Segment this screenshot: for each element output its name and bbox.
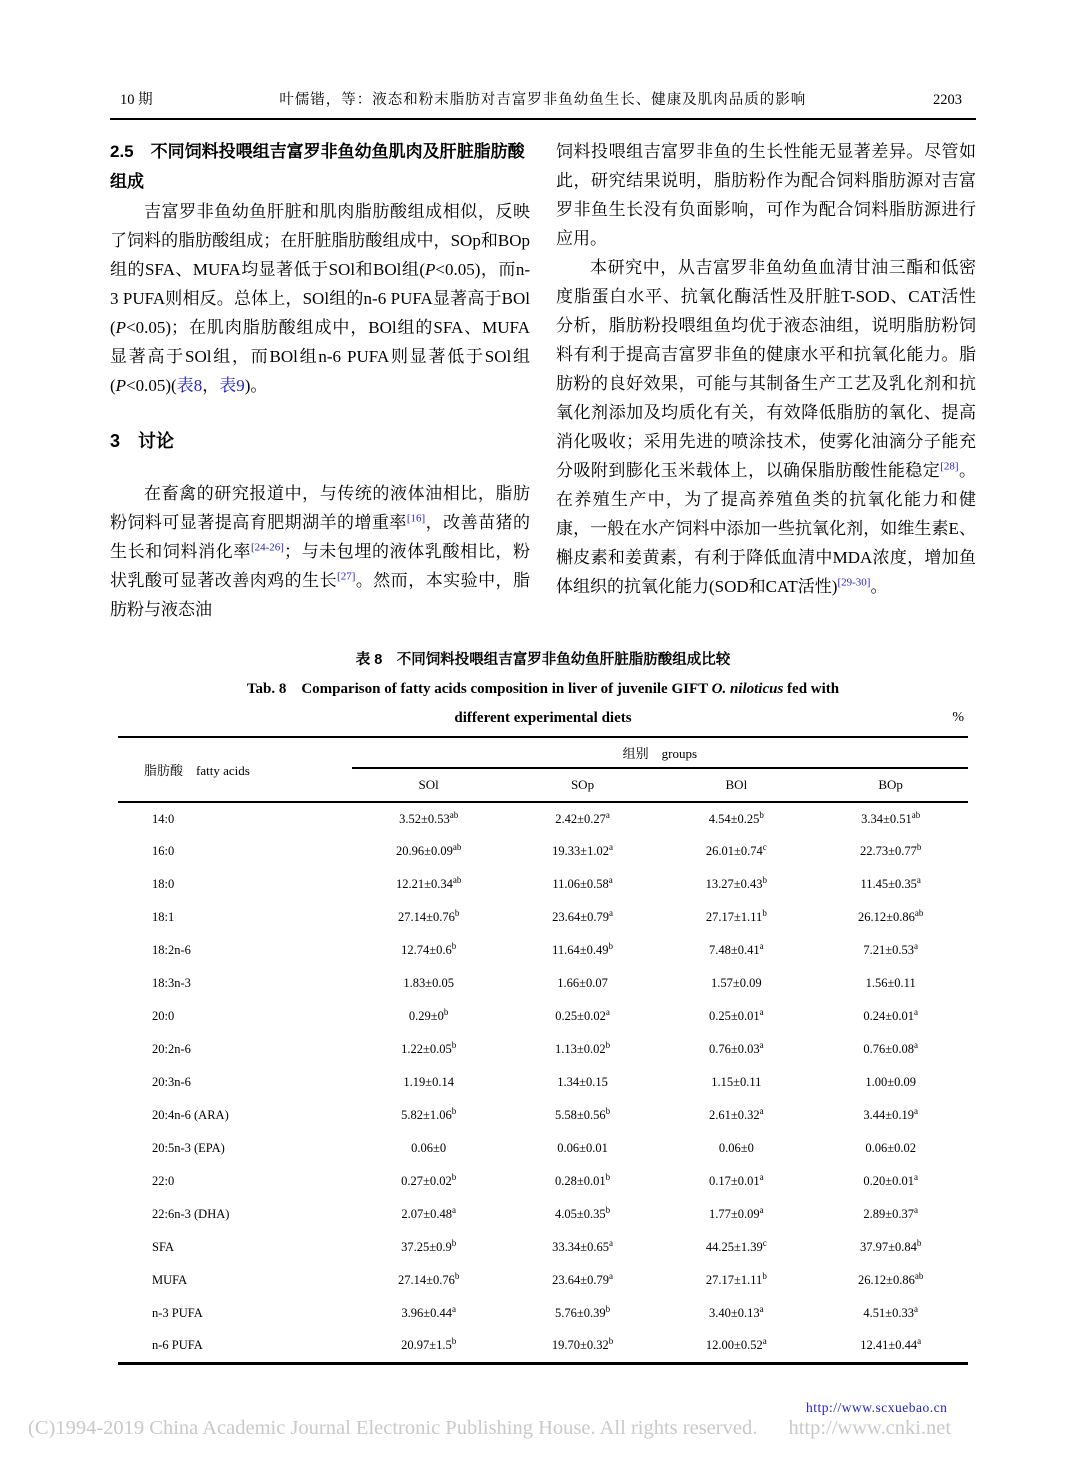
reference-citation-link[interactable]: [29-30] [837, 576, 871, 589]
significance-superscript: a [759, 1303, 764, 1314]
value-cell: 3.40±0.13$^a$ [709, 1303, 764, 1320]
text-segment: fed with [783, 681, 840, 697]
value-cell: 1.57±0.09 [711, 976, 762, 990]
value-cell: 27.14±0.76$^b$ [397, 1270, 460, 1287]
table-row [118, 1297, 968, 1330]
significance-superscript: a [608, 907, 613, 918]
significance-superscript: b [759, 809, 764, 820]
fatty-acid-label: 20:2n-6 [152, 1042, 191, 1056]
significance-superscript: a [608, 874, 613, 885]
column-header-sop: SOp [506, 768, 660, 802]
value-cell: 3.96±0.44$^a$ [401, 1303, 456, 1320]
journal-url-link[interactable]: http://www.scxuebao.cn [806, 1400, 948, 1415]
value-cell: 1.83±0.05 [403, 976, 454, 990]
two-column-body [110, 137, 976, 624]
value-cell: 11.06±0.58$^a$ [552, 874, 613, 891]
reference-citation-link[interactable]: [27] [337, 570, 356, 583]
value-cell: 7.21±0.53$^a$ [863, 940, 918, 957]
significance-superscript: a [762, 1336, 767, 1347]
value-cell: 20.97±1.5$^b$ [401, 1336, 457, 1353]
table-row [118, 967, 968, 1000]
significance-superscript: ab [914, 1270, 924, 1281]
value-cell: 0.17±0.01$^a$ [709, 1171, 764, 1188]
text-segment: 吉富罗非鱼幼鱼肝脏和肌肉脂肪酸组成相似，反映了饲料的脂肪酸组成；在肝脏脂肪酸组成中，SOp和BOp组的SFA、MUFA均显著低于SOl和BOl组( [110, 202, 530, 279]
significance-superscript: a [913, 1039, 918, 1050]
text-segment: 。 [870, 577, 888, 596]
italic-text: P [115, 376, 127, 395]
significance-superscript: b [605, 1171, 611, 1182]
value-cell: 4.54±0.25$^b$ [708, 809, 764, 826]
value-cell: 20.96±0.09$^{ab}$ [395, 841, 462, 858]
table-row [118, 1000, 968, 1033]
fatty-acid-label: n-6 PUFA [152, 1338, 203, 1353]
copyright-text: (C)1994-2019 China Academic Journal Electronic Publishing House. All rights reserved. [28, 1417, 758, 1439]
left-column [110, 137, 530, 624]
table-row [118, 901, 968, 934]
value-cell: 4.51±0.33$^a$ [863, 1303, 918, 1320]
table-row [118, 934, 968, 967]
table-row [118, 1132, 968, 1165]
significance-superscript: a [913, 1171, 918, 1182]
significance-superscript: a [913, 1204, 918, 1215]
text-segment: Tab. 8 Comparison of fatty acids composition in liver of juvenile GIFT [246, 681, 712, 697]
significance-superscript: a [916, 874, 921, 885]
significance-superscript: c [762, 841, 767, 852]
significance-superscript: a [451, 1204, 456, 1215]
significance-superscript: a [759, 940, 764, 951]
value-cell: $0.29\pm 0^b$ [408, 1006, 449, 1023]
table-header [118, 737, 968, 802]
significance-superscript: a [759, 1171, 764, 1182]
significance-superscript: b [916, 1237, 922, 1248]
value-cell: 5.58±0.56$^b$ [554, 1105, 611, 1122]
issue-number: 10 期 [120, 92, 153, 108]
value-cell: 0.06±0 [718, 1141, 754, 1155]
value-cell: 0.25±0.01$^a$ [709, 1006, 764, 1023]
significance-superscript: b [605, 1303, 611, 1314]
significance-superscript: b [608, 1336, 614, 1347]
table-caption-english-line1 [110, 679, 976, 699]
text-segment: ， [202, 376, 220, 395]
running-head [110, 88, 976, 120]
significance-superscript: b [608, 940, 613, 951]
significance-superscript: a [759, 1204, 764, 1215]
reference-citation-link[interactable]: [16] [406, 512, 426, 525]
significance-superscript: a [913, 1006, 918, 1017]
value-cell: 2.42±0.27$^a$ [555, 809, 610, 826]
significance-superscript: a [605, 1006, 610, 1017]
fatty-acid-label: 14:0 [152, 811, 175, 826]
value-cell: 26.12±0.86$^{ab}$ [857, 907, 924, 924]
text-segment: ；与未包埋的液体乳酸相比，粉状乳酸可显著改善肉鸡的生长 [110, 542, 531, 590]
value-cell: 0.20±0.01$^a$ [863, 1171, 918, 1188]
significance-superscript: b [451, 1171, 457, 1182]
fatty-acid-label: 18:3n-3 [152, 976, 191, 990]
table-row [118, 1198, 968, 1231]
fatty-acid-label: 16:0 [152, 844, 175, 858]
value-cell: 3.52±0.53$^{ab}$ [399, 809, 459, 826]
italic-text: O. niloticus [711, 681, 784, 697]
value-cell: 3.34±0.51$^{ab}$ [861, 809, 921, 826]
fatty-acid-label: 20:3n-6 [152, 1075, 191, 1089]
value-cell: 37.25±0.9$^b$ [401, 1237, 457, 1254]
value-cell: 2.07±0.48$^a$ [401, 1204, 456, 1221]
significance-superscript: a [608, 1270, 613, 1281]
significance-superscript: b [762, 1270, 767, 1281]
value-cell: 1.22±0.05$^b$ [401, 1039, 457, 1056]
cnki-url[interactable]: http://www.cnki.net [788, 1417, 952, 1439]
table-row [118, 1066, 968, 1099]
text-segment: 。在养殖生产中，为了提高养殖鱼类的抗氧化能力和健康，一般在水产饲料中添加一些抗氧化剂，如维生素E、槲皮素和姜黄素，有利于降低血清中MDA浓度，增加鱼体组织的抗氧化能力(SOD和CAT活性) [556, 461, 977, 596]
significance-superscript: ab [911, 809, 921, 820]
value-cell: 0.28±0.01$^b$ [554, 1171, 611, 1188]
right-column [556, 137, 976, 624]
table-row [118, 835, 968, 868]
value-cell: 0.76±0.08$^a$ [863, 1039, 918, 1056]
significance-superscript: a [451, 1303, 456, 1314]
fatty-acid-label: 22:6n-3 (DHA) [152, 1207, 230, 1221]
significance-superscript: b [451, 1105, 457, 1116]
text-segment: <0.05)，而n-3 PUFA则相反。总体上，SOl组的n-6 PUFA显著高于BOl ( [110, 260, 530, 337]
significance-superscript: ab [452, 841, 462, 852]
column-header-groups: 组别 groups [352, 737, 968, 768]
table-crossref-link[interactable]: 表8 [176, 376, 203, 395]
table-body [118, 802, 968, 1363]
paragraph-discussion-1-continued: 饲料投喂组吉富罗非鱼的生长性能无显著差异。尽管如此，研究结果说明，脂肪粉作为配合饲料脂肪源对吉富罗非鱼生长没有负面影响，可作为配合饲料脂肪源进行应用。 [556, 142, 976, 248]
value-cell: 19.33±1.02$^a$ [552, 841, 613, 858]
value-cell: 26.12±0.86$^{ab}$ [857, 1270, 924, 1287]
value-cell: 26.01±0.74$^c$ [705, 841, 767, 858]
significance-superscript: ab [914, 907, 924, 918]
significance-superscript: a [608, 841, 613, 852]
significance-superscript: b [762, 874, 768, 885]
text-segment: 。然而，本实验中，脂肪粉与液态油 [110, 571, 531, 619]
value-cell: 23.64±0.79$^a$ [552, 907, 613, 924]
value-cell: 1.15±0.11 [711, 1075, 762, 1089]
text-segment: 在畜禽的研究报道中，与传统的液体油相比，脂肪粉饲料可显著提高育肥期湖羊的增重率 [110, 484, 530, 532]
text-segment: <0.05)；在肌肉脂肪酸组成中，BOl组的SFA、MUFA显著高于SOl组，而BOl组n-6 PUFA则显著低于SOl组( [110, 318, 530, 395]
value-cell: 11.64±0.49$^b$ [552, 940, 613, 957]
significance-superscript: b [451, 1336, 457, 1347]
value-cell: 12.74±0.6$^b$ [401, 940, 457, 957]
value-cell: 1.56±0.11 [865, 976, 916, 990]
value-cell: 0.06±0.01 [557, 1141, 608, 1155]
significance-superscript: a [759, 1039, 764, 1050]
value-cell: 2.89±0.37$^a$ [863, 1204, 918, 1221]
paragraph-discussion-1 [110, 479, 530, 624]
significance-superscript: c [762, 1237, 767, 1248]
fatty-acid-label: SFA [152, 1240, 175, 1254]
significance-superscript: b [916, 841, 922, 852]
value-cell: 1.13±0.02$^b$ [554, 1039, 611, 1056]
value-cell: 0.25±0.02$^a$ [555, 1006, 610, 1023]
significance-superscript: a [759, 1105, 764, 1116]
significance-superscript: b [762, 907, 767, 918]
significance-superscript: a [605, 809, 610, 820]
value-cell: 5.82±1.06$^b$ [401, 1105, 457, 1122]
value-cell: 12.00±0.52$^a$ [705, 1336, 767, 1353]
significance-superscript: b [451, 940, 457, 951]
fatty-acids-table [118, 736, 968, 1365]
table-row [118, 1033, 968, 1066]
value-cell: 22.73±0.77$^b$ [859, 841, 922, 858]
fatty-acid-label: 22:0 [152, 1174, 175, 1188]
table-row [118, 1099, 968, 1132]
italic-text: P [424, 260, 436, 279]
value-cell: 1.19±0.14 [403, 1075, 454, 1089]
reference-citation-link[interactable]: [28] [940, 460, 959, 473]
value-cell: 0.27±0.02$^b$ [401, 1171, 457, 1188]
column-header-fatty-acids: 脂肪酸 fatty acids [118, 737, 352, 802]
value-cell: 1.34±0.15 [557, 1075, 608, 1089]
significance-superscript: b [451, 1039, 457, 1050]
table-crossref-link[interactable]: 表9 [219, 376, 245, 395]
value-cell: 1.00±0.09 [865, 1075, 916, 1089]
fatty-acid-label: 18:1 [152, 910, 175, 924]
section-heading-2-5: 2.5 不同饲料投喂组吉富罗非鱼幼鱼肌肉及肝脏脂肪酸组成 [110, 142, 525, 191]
value-cell: 1.77±0.09$^a$ [709, 1204, 764, 1221]
value-cell: 5.76±0.39$^b$ [554, 1303, 611, 1320]
fatty-acid-label: MUFA [152, 1273, 188, 1287]
fatty-acid-label: n-3 PUFA [152, 1306, 203, 1320]
fatty-acid-label: 18:0 [152, 877, 175, 891]
fatty-acid-label: 20:5n-3 (EPA) [152, 1141, 225, 1155]
value-cell: 0.06±0.02 [865, 1141, 916, 1155]
value-cell: 33.34±0.65$^a$ [552, 1237, 613, 1254]
page-number: 2203 [933, 92, 962, 108]
paragraph-discussion-2 [556, 253, 976, 601]
value-cell: 3.44±0.19$^a$ [863, 1105, 918, 1122]
value-cell: 23.64±0.79$^a$ [552, 1270, 613, 1287]
value-cell: 27.14±0.76$^b$ [397, 907, 460, 924]
running-head-title: 叶儒锴，等：液态和粉末脂肪对吉富罗非鱼幼鱼生长、健康及肌肉品质的影响 [279, 92, 807, 108]
italic-text: P [115, 318, 127, 337]
significance-superscript: b [605, 1039, 611, 1050]
table-row [118, 868, 968, 901]
column-header-bol: BOl [659, 768, 813, 802]
copyright-watermark [28, 1417, 951, 1440]
significance-superscript: ab [452, 874, 462, 885]
table-row [118, 1264, 968, 1297]
significance-superscript: a [913, 1303, 918, 1314]
text-segment: 本研究中，从吉富罗非鱼幼鱼血清甘油三酯和低密度脂蛋白水平、抗氧化酶活性及肝脏T-SOD、CAT活性分析，脂肪粉投喂组鱼均优于液态油组，说明脂肪粉饲料有利于提高吉富罗非鱼的健康水平和抗氧化能力。脂肪粉的良好效果，可能与其制备生产工艺及乳化剂和抗氧化剂添加及均质化有关，有效降低脂肪的氧化、提高消化吸收；采用先进的喷涂技术，使雾化油滴分子能充分吸附到膨化玉米载体上，以确保脂肪酸性能稳定 [556, 258, 976, 480]
text-segment: )。 [244, 376, 268, 395]
table-caption-chinese: 表 8 不同饲料投喂组吉富罗非鱼幼鱼肝脏脂肪酸组成比较 [355, 652, 731, 668]
significance-superscript: b [443, 1006, 449, 1017]
reference-citation-link[interactable]: [24-26] [250, 541, 284, 554]
significance-superscript: a [913, 1105, 918, 1116]
text-segment: <0.05)( [126, 376, 177, 395]
value-cell: 27.17±1.11$^b$ [705, 907, 767, 924]
table-row [118, 802, 968, 835]
value-cell: 7.48±0.41$^a$ [709, 940, 764, 957]
value-cell: 11.45±0.35$^a$ [860, 874, 921, 891]
table-row [118, 1330, 968, 1363]
section-heading-discussion: 3 讨论 [110, 431, 175, 451]
page-content [110, 88, 976, 1365]
table-row [118, 1165, 968, 1198]
text-segment: ，改善苗猪的生长和饲料消化率 [110, 513, 531, 561]
column-header-sol: SOl [352, 768, 506, 802]
value-cell: 1.66±0.07 [557, 976, 608, 990]
value-cell: 37.97±0.84$^b$ [859, 1237, 922, 1254]
table-row [118, 1231, 968, 1264]
table-caption-english-line2 [110, 708, 976, 728]
significance-superscript: b [605, 1105, 611, 1116]
significance-superscript: a [917, 1336, 922, 1347]
table-unit-percent: % [952, 710, 964, 725]
value-cell: 19.70±0.32$^b$ [551, 1336, 614, 1353]
significance-superscript: b [605, 1204, 611, 1215]
value-cell: 0.06±0 [411, 1141, 447, 1155]
table-8-section [110, 650, 976, 1365]
significance-superscript: ab [449, 809, 459, 820]
value-cell: 12.21±0.34$^{ab}$ [395, 874, 462, 891]
significance-superscript: a [608, 1237, 613, 1248]
value-cell: 13.27±0.43$^b$ [705, 874, 768, 891]
caption-english-line2-text: different experimental diets [454, 710, 632, 726]
fatty-acid-label: 20:4n-6 (ARA) [152, 1108, 229, 1122]
significance-superscript: b [451, 1237, 457, 1248]
fatty-acid-label: 18:2n-6 [152, 943, 191, 957]
fatty-acid-label: 20:0 [152, 1009, 175, 1023]
significance-superscript: a [759, 1006, 764, 1017]
value-cell: 0.24±0.01$^a$ [863, 1006, 918, 1023]
value-cell: 0.76±0.03$^a$ [709, 1039, 764, 1056]
significance-superscript: b [454, 907, 460, 918]
significance-superscript: b [454, 1270, 460, 1281]
column-header-bop: BOp [813, 768, 968, 802]
value-cell: 2.61±0.32$^a$ [709, 1105, 764, 1122]
value-cell: 27.17±1.11$^b$ [705, 1270, 767, 1287]
significance-superscript: a [913, 940, 918, 951]
paragraph-fatty-acid-results [110, 197, 530, 400]
value-cell: 4.05±0.35$^b$ [554, 1204, 611, 1221]
value-cell: 12.41±0.44$^a$ [860, 1336, 922, 1353]
value-cell: 44.25±1.39$^c$ [705, 1237, 767, 1254]
